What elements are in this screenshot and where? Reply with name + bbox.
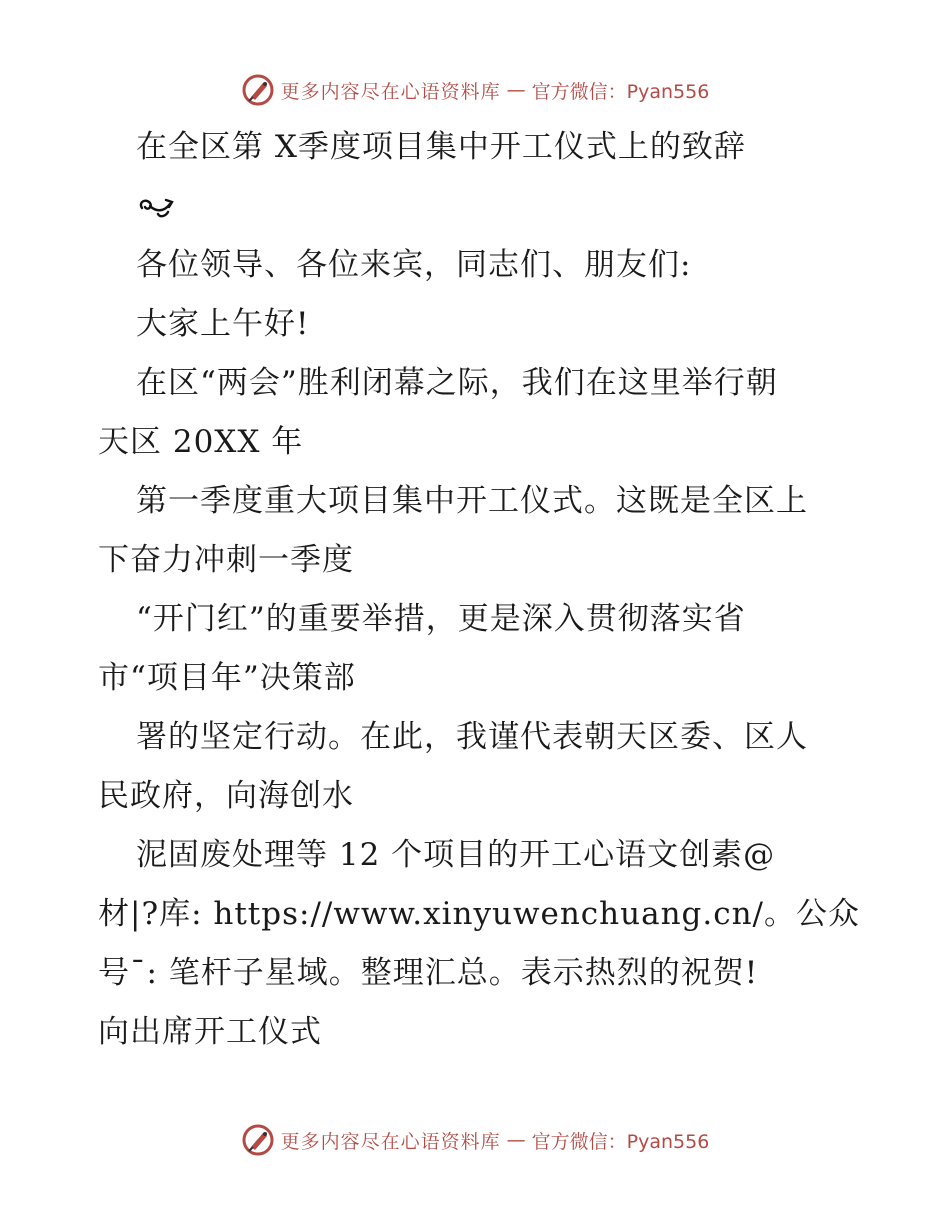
swirl-ornament-icon (136, 194, 176, 220)
banner-text: 更多内容尽在心语资料库 (280, 80, 501, 103)
pen-logo-icon (241, 73, 275, 107)
paragraph-line: 各位领导、各位来宾，同志们、朋友们: (136, 247, 692, 283)
paragraph-line: 向出席开工仪式 (98, 1014, 322, 1050)
paragraph-line: 第一季度重大项目集中开工仪式。这既是全区上 (136, 483, 808, 519)
ornament-row (98, 177, 868, 236)
paragraph-line: 市“项目年”决策部 (98, 660, 356, 696)
banner-wechat: 官方微信：Pyan556 (531, 80, 710, 103)
paragraph-line: 号¯: 笔杆子星域。整理汇总。表示热烈的祝贺! (98, 955, 759, 991)
paragraph-line: 署的坚定行动。在此，我谨代表朝天区委、区人 (136, 719, 808, 755)
paragraph-line: 民政府，向海创水 (98, 778, 354, 814)
header-watermark-banner (0, 70, 950, 110)
paragraph-line: 下奋力冲刺一季度 (98, 542, 354, 578)
banner-separator: — (506, 79, 526, 101)
document-title: 在全区第 X季度项目集中开工仪式上的致辞 (136, 129, 746, 165)
paragraph-line: 天区 20XX 年 (98, 424, 304, 460)
paragraph-line: 大家上午好! (136, 306, 310, 342)
pen-logo-icon (241, 1123, 275, 1157)
banner-text: 更多内容尽在心语资料库 (280, 1130, 501, 1153)
paragraph-line: 在区“两会”胜利闭幕之际，我们在这里举行朝 (136, 365, 778, 401)
paragraph-line: “开门红”的重要举措，更是深入贯彻落实省 (136, 601, 746, 637)
banner-wechat: 官方微信：Pyan556 (531, 1130, 710, 1153)
paragraph-line: 材|?库: https://www.xinyuwenchuang.cn/。公众 (98, 896, 861, 932)
banner-separator: — (506, 1129, 526, 1151)
document-body (98, 118, 868, 1062)
paragraph-line: 泥固废处理等 12 个项目的开工心语文创素@ (136, 837, 776, 873)
footer-watermark-banner (0, 1120, 950, 1160)
